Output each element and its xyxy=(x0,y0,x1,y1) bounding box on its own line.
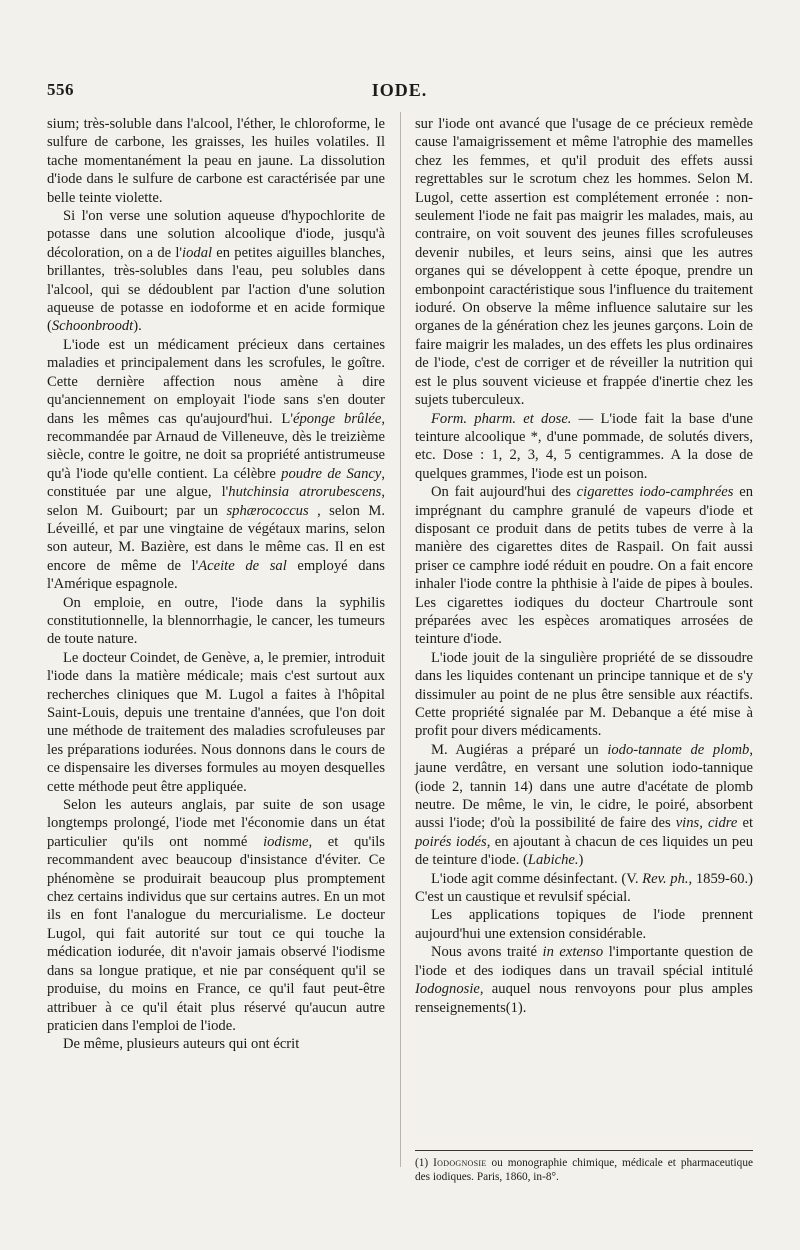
footnote: (1) Iodognosie ou monographie chimique, médicale et pharmaceutique des iodiques. Paris, 1860, in-8°. xyxy=(415,1157,753,1183)
page-number: 556 xyxy=(47,80,74,99)
paragraph: L'iode jouit de la singulière propriété de se dissoudre dans les liquides contenant un principe tannique et de s'y dissimuler au point de ne plus être sensible aux réactifs. Cette propriété signalée par M. Debanque a été mise à profit pour divers médicaments. xyxy=(415,649,753,740)
paragraph: Selon les auteurs anglais, par suite de son usage longtemps prolongé, l'iode met l'économie dans un état particulier qu'ils ont nommé iodisme, et qu'ils recommandent avec beaucoup d'insistance d'éviter. Ce phénomène se produirait beaucoup plus promptement chez certains individus que sur certains autres. En un mot ils en font l'analogue du mercurialisme. Le docteur Lugol, qui fait autorité sur tout ce qui touche la médication iodurée, dit n'avoir jamais observé l'iodisme dans sa longue pratique, et nie par conséquent qu'il se produise, du moins en France, ce qu'il faut peut-être attribuer à ce qu'il était plus réservé qu'aucun autre praticien dans l'emploi de l'iode. xyxy=(47,797,385,1034)
paragraph: Form. pharm. et dose. — L'iode fait la base d'une teinture alcoolique *, d'une pommade, de solutés divers, etc. Dose : 1, 2, 3, 4, 5 centigrammes. A la dose de quelques grammes, l'iode est un poison. xyxy=(415,410,753,482)
paragraph: M. Augiéras a préparé un iodo-tannate de plomb, jaune verdâtre, en versant une solution iodo-tannique (iode 2, tannin 14) dans une autre d'acétate de plomb neutre. De même, le vin, le cidre, le poiré, absorbent aussi l'iode; d'où la possibilité de faire des vins, cidre et poirés iodés, en ajoutant à chacun de ces liquides un peu de teinture d'iode. (Labiche.) xyxy=(415,741,754,869)
paragraph: Le docteur Coindet, de Genève, a, le premier, introduit l'iode dans la matière médicale; mais c'est surtout aux recherches cliniques que M. Lugol a faites à l'hôpital Saint-Louis, depuis une trentaine d'années, que l'on doit une méthode de traitement des maladies scrofuleuses par les préparations iodurées. Nous donnons dans le cours de ce dispensaire les diverses formules au moyen desquelles cette méthode peut être appliquée. xyxy=(47,649,385,795)
paragraph: Si l'on verse une solution aqueuse d'hypochlorite de potasse dans une solution alcoolique d'iode, jusqu'à décoloration, on a de l'iodal en petites aiguilles blanches, brillantes, très-solubles dans l'eau, peu solubles dans l'alcool, qui se dédoublent par l'action d'une solution aqueuse de potasse en iodoforme et en acide formique (Schoonbroodt). xyxy=(47,208,385,335)
paragraph: Les applications topiques de l'iode prennent aujourd'hui une extension considérable. xyxy=(415,907,753,942)
left-column xyxy=(47,115,385,1054)
paragraph: On fait aujourd'hui des cigarettes iodo-camphrées en imprégnant du camphre granulé de vapeurs d'iode et disposant ce produit dans de petits tubes de verre à la manière des cigarettes dites de Raspail. On fait aussi priser ce camphre iodé réduit en poudre. On a fait encore inhaler l'iode contre la phthisie à l'aide de pipes à boules. Les cigarettes iodiques du docteur Chartroule sont préparées avec les espèces aromatiques arrosées de teinture d'iode. xyxy=(415,484,753,648)
right-column xyxy=(415,115,753,1017)
paragraph: On emploie, en outre, l'iode dans la syphilis constitutionnelle, la blennorrhagie, le cancer, les tumeurs de toute nature. xyxy=(47,594,385,648)
paragraph: sium; très-soluble dans l'alcool, l'éther, le chloroforme, le sulfure de carbone, les graisses, les huiles volatiles. Il tache momentanément la peau en jaune. La dissolution d'iode dans le sulfure de carbone est caractérisée par une belle teinte violette. xyxy=(47,116,385,206)
paragraph: Nous avons traité in extenso l'importante question de l'iode et des iodiques dans un travail spécial intitulé Iodognosie, auquel nous renvoyons pour plus amples renseignements(1). xyxy=(415,944,753,1016)
column-divider xyxy=(400,112,401,1167)
footnote-rule xyxy=(415,1150,753,1151)
paragraph: De même, plusieurs auteurs qui ont écrit xyxy=(63,1036,300,1053)
running-head: IODE. xyxy=(371,80,428,100)
paragraph: L'iode est un médicament précieux dans certaines maladies et principalement dans les scrofules, le goître. Cette dernière affection nous amène à dire qu'anciennement on employait l'iode sans s'en douter dans les mêmes cas qu'aujourd'hui. L'éponge brûlée, recommandée par Arnaud de Villeneuve, dès le treizième siècle, contre le goitre, ne doit sa propriété antistrumeuse qu'à l'iode qu'elle contient. La célèbre poudre de Sancy, constituée par une algue, l'hutchinsia atrorubescens, selon M. Guibourt; par un sphærococcus , selon M. Léveillé, et par une vingtaine de végétaux marins, selon son auteur, M. Bazière, est dans le même cas. Il en est encore de même de l'Aceite de sal employé dans l'Amérique espagnole. xyxy=(47,336,386,593)
paragraph: sur l'iode ont avancé que l'usage de ce précieux remède cause l'amaigrissement et même l'atrophie des mamelles chez les femmes, et qu'il produit des effets aussi regrettables sur le scrotum chez les hommes. Selon M. Lugol, cette assertion est complétement erronée : non-seulement l'iode ne fait pas maigrir les malades, mais, au contraire, on voit souvent des jeunes filles scrofuleuses devenir nubiles, et leurs seins, ainsi que les autres organes qui se développent à cette époque, prendre un embonpoint caractéristique sous l'influence du traitement ioduré. On observe la même influence salutaire sur les organes de la génération chez les jeunes garçons. Loin de faire maigrir les malades, un des effets les plus ordinaires de l'iode, c'est de corriger et de réveiller la nutrition qui est le plus souvent vicieuse et frappée d'inertie chez les sujets tuberculeux. xyxy=(415,116,753,409)
page-header xyxy=(47,80,752,106)
paragraph: L'iode agit comme désinfectant. (V. Rev. ph., 1859-60.) C'est un caustique et revulsif spécial. xyxy=(415,870,753,906)
